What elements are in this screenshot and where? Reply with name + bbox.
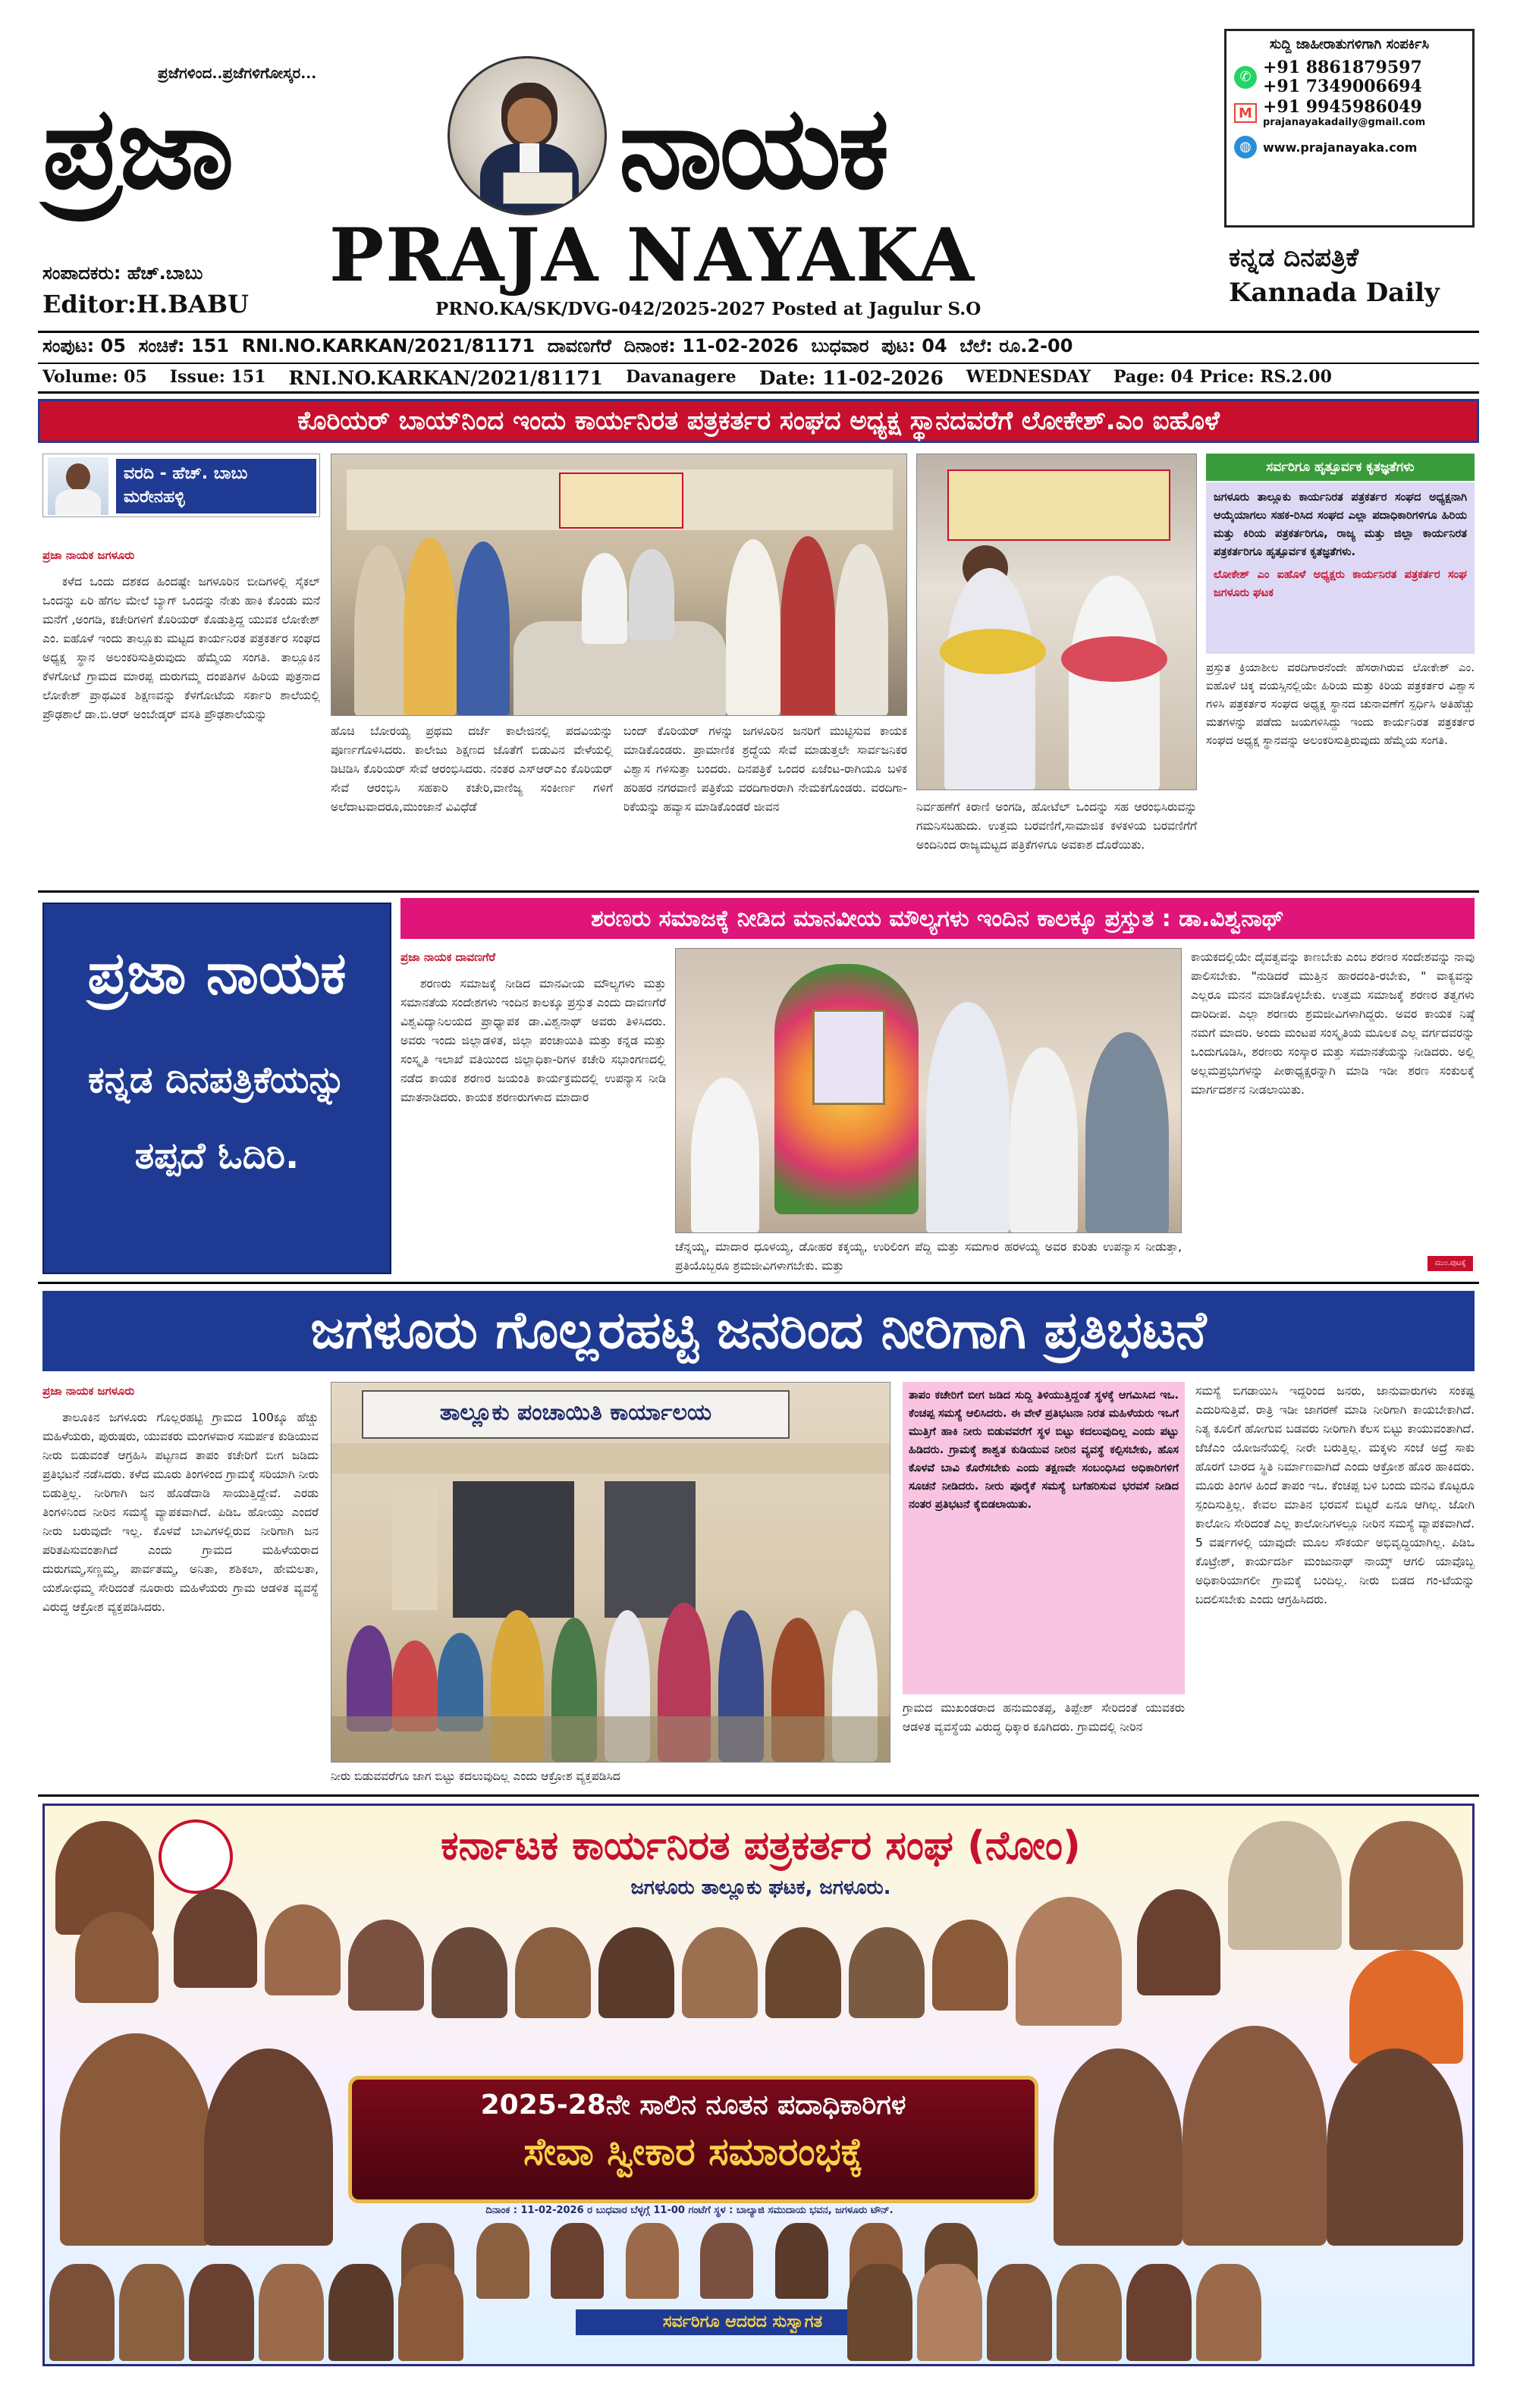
advert-subtitle: ಜಗಳೂರು ತಾಲ್ಲೂಕು ಘಟಕ, ಜಗಳೂರು. (630, 1876, 891, 1899)
story3-col1-text: ತಾಲೂಕಿನ ಜಗಳೂರು ಗೊಲ್ಲರಹಟ್ಟಿ ಗ್ರಾಮದ 100ಕ್ಕೂ ಹೆಚ್ಚು ಮಹಿಳೆಯರು, ಪುರುಷರು, ಯುವಕರು ಮಂಗಳವಾರ ಸಮರ್ಪಕ ಕುಡಿಯುವ ನೀರು ಬಿಡುವಂತೆ ಆಗ್ರಹಿಸಿ ಪಟ್ಟಣದ ತಾಪಂ ಕಚೇರಿಗೆ ಬೀಗ ಜಡಿದು ಪ್ರತಿಭಟನೆ ನಡೆಸಿದರು. ಕಳೆದ ಮೂರು ತಿಂಗಳಿಂದ ಗ್ರಾಮಕ್ಕೆ ಸರಿಯಾಗಿ ನೀರು ಬಿಡುತ್ತಿಲ್ಲ. ನೀರಿಗಾಗಿ ಜನ ಹೊಡೆದಾಡಿ ಸಾಯುತ್ತಿದ್ದೇವೆ. ಎರಡು ತಿಂಗಳಿನಿಂದ ನೀರಿನ ಸಮಸ್ಯೆ ವ್ಯಾಪಕವಾಗಿದೆ. ಪಿಡಿಒ ಹೋಯ್ತು ಎಂದರೆ ನೀರು ಬರುವುದೇ ಇಲ್ಲ. ಕೊಳವೆ ಬಾವಿಗಳಲ್ಲಿರುವ ನೀರಿಗಾಗಿ ಜನ ಪರಿತಪಿಸುವಂತಾಗಿದೆ ಎಂದು ಗ್ರಾಮದ ಮಹಿಳೆಯರಾದ ದುರುಗಮ್ಮ,ಸಣ್ಣಮ್ಮ, ಪಾರ್ವತಮ್ಮ, ಅನಿತಾ, ಶಶಿಕಲಾ, ಹೇಮಲತಾ, ಯಶೋಧಮ್ಮ ಸೇರಿದಂತೆ ನೂರಾರು ಮಹಿಳೆಯರು ಗ್ರಾಮ ಆಡಳಿತ ವ್ಯವಸ್ಥೆ ವಿರುದ್ಧ ಆಕ್ರೋಶ ವ್ಯಕ್ತಪಡಿಸಿದರು. (42, 1411, 319, 1614)
byline-box (42, 454, 320, 517)
website-address[interactable]: www.prajanayaka.com (1263, 140, 1418, 155)
story2-col1-text: ಶರಣರು ಸಮಾಜಕ್ಕೆ ನೀಡಿದ ಮಾನವೀಯ ಮೌಲ್ಯಗಳು ಮತ್ತು ಸಮಾನತೆಯ ಸಂದೇಶಗಳು ಇಂದಿನ ಕಾಲಕ್ಕೂ ಪ್ರಸ್ತುತ ಎಂದು ದಾವಣಗೆರೆ ವಿಶ್ವವಿದ್ಯಾನಿಲಯದ ಪ್ರಾಧ್ಯಾಪಕ ಡಾ.ವಿಶ್ವನಾಥ್ ಅವರು ತಿಳಿಸಿದರು. ಅವರು ಇಂದು ಜಿಲ್ಲಾಡಳಿತ, ಜಿಲ್ಲಾ ಪಂಚಾಯಿತಿ ಮತ್ತು ಕನ್ನಡ ಮತ್ತು ಸಂಸ್ಕೃತಿ ಇಲಾಖೆ ವತಿಯಿಂದ ಜಿಲ್ಲಾಧಿಕಾ-ರಿಗಳ ಕಚೇರಿ ಸಭಾಂಗಣದಲ್ಲಿ ನಡೆದ ಕಾಯಕ ಶರಣರ ಜಯಂತಿ ಕಾರ್ಯಕ್ರಮದಲ್ಲಿ ಉಪನ್ಯಾಸ ನೀಡಿ ಮಾತನಾಡಿದರು. ಕಾಯಕ ಶರಣರುಗಳಾದ ಮಾದಾರ (400, 977, 666, 1104)
member-thumbnail (119, 2264, 184, 2361)
story1-col4-text: ನಿರ್ವಹಣೆಗೆ ಕಿರಾಣಿ ಅಂಗಡಿ, ಹೋಟೆಲ್ ಒಂದನ್ನು ಸಹ ಆರಂಭಿಸಿರುವನ್ನು ಗಮನಿಸಬಹುದು. ಉತ್ತಮ ಬರವಣಿಗೆ,ಸಾಮಾಜಿಕ ಕಳಕಳಿಯ ಬರವಣಿಗೆಗೆ ಅಂದಿನಿಂದ ರಾಜ್ಯಮಟ್ಟದ ಪತ್ರಿಕೆಗಳಿಗೂ ಅವಕಾಶ ದೊರೆಯಿತು. (916, 800, 1197, 852)
masthead-title-right: ನಾಯಕ (619, 83, 887, 215)
byline-name: ವರದಿ - ಹೆಚ್. ಬಾಬು (124, 464, 248, 483)
issue: Issue: 151 (169, 367, 266, 387)
whatsapp-icon: ✆ (1234, 66, 1257, 89)
story3-caption-text: ನೀರು ಬಿಡುವವರೆಗೂ ಜಾಗ ಬಿಟ್ಟು ಕದಲುವುದಿಲ್ಲ ಎಂದು ಆಕ್ರೋಶ ವ್ಯಕ್ತಪಡಿಸಿದ (331, 1769, 620, 1783)
story3-highlight-box (903, 1382, 1185, 1694)
editor-kannada: ಸಂಪಾದಕರು: ಹೆಚ್.ಬಾಬು (42, 262, 203, 284)
story3-headline: ಜಗಳೂರು ಗೊಲ್ಲರಹಟ್ಟಿ ಜನರಿಂದ ನೀರಿಗಾಗಿ ಪ್ರತಿಭಟನೆ (310, 1301, 1207, 1361)
rule (38, 890, 1479, 893)
phone-1[interactable]: +91 8861879597 (1263, 58, 1422, 77)
story3-protest-photo (331, 1382, 890, 1763)
story3-headline-bar (42, 1291, 1475, 1371)
story1-group-photo (331, 454, 907, 716)
promo-box (42, 903, 391, 1274)
rule (38, 1794, 1479, 1797)
story2-caption (675, 1238, 1182, 1276)
daily-kannada: ಕನ್ನಡ ದಿನಪತ್ರಿಕೆ (1229, 243, 1359, 273)
gmail-icon: M (1234, 103, 1257, 123)
founder-portrait (448, 56, 607, 215)
member-thumbnail (1196, 2264, 1261, 2361)
story2-headline: ಶರಣರು ಸಮಾಜಕ್ಕೆ ನೀಡಿದ ಮಾನವೀಯ ಮೌಲ್ಯಗಳು ಇಂದಿನ ಕಾಲಕ್ಕೂ ಪ್ರಸ್ತುತ : ಡಾ.ವಿಶ್ವನಾಥ್ (591, 905, 1284, 932)
thanks-header-text: ಸರ್ವರಿಗೂ ಹೃತ್ಪೂರ್ವಕ ಕೃತಜ್ಞತೆಗಳು (1266, 460, 1415, 475)
event-banner (348, 2076, 1038, 2203)
infobar-english (42, 367, 1476, 389)
phone-2[interactable]: +91 7349006694 (1263, 77, 1422, 96)
story3-column-4 (1195, 1382, 1475, 1788)
promo-line-3: ತಪ್ಪದೆ ಓದಿರಿ. (134, 1135, 300, 1177)
story1-side-text: ಪ್ರಸ್ತುತ ಕ್ರಿಯಾಶೀಲ ವರದಿಗಾರನೆಂದೇ ಹೆಸರಾಗಿರುವ ಲೋಕೇಶ್ ಎಂ. ಐಹೊಳೆ ಚಿಕ್ಕ ವಯಸ್ಸಿನಲ್ಲಿಯೇ ಹಿರಿಯ ಮತ್ತು ಕಿರಿಯ ಪತ್ರಕರ್ತರ ವಿಶ್ವಾಸ ಗಳಿಸಿ ಪತ್ರಕರ್ತರ ಸಂಘದ ಅಧ್ಯಕ್ಷ ಸ್ಥಾನದ ಚುನಾವಣೆಗೆ ಸ್ಪರ್ಧಿಸಿ ಅತಿಹೆಚ್ಚು ಮತಗಳನ್ನು ಪಡೆದು ಜಯಗಳಿಸಿದ್ದು ಇಂದು ಕಾರ್ಯನಿರತ ಪತ್ರಕರ್ತರ ಸಂಘದ ಅಧ್ಯಕ್ಷ ಸ್ಥಾನವನ್ನು ಅಲಂಕರಿಸುತ್ತಿರುವುದು ಹೆಮ್ಮೆಯ ಸಂಗತಿ. (1206, 661, 1475, 747)
thanks-header (1206, 454, 1475, 481)
promo-line-2: ಕನ್ನಡ ದಿನಪತ್ರಿಕೆಯನ್ನು (88, 1059, 346, 1101)
place: Davanagere (626, 367, 737, 387)
story1-headline-bar (38, 399, 1479, 443)
member-thumbnail (1057, 2264, 1122, 2361)
registration-line: PRNO.KA/SK/DVG-042/2025-2027 Posted at Jagulur S.O (435, 299, 981, 319)
story3-col4-text: ಸಮಸ್ಯೆ ಬಿಗಡಾಯಿಸಿ ಇದ್ದರಿಂದ ಜನರು, ಜಾನುವಾರುಗಳು ಸಂಕಷ್ಟ ಎದುರಿಸುತ್ತಿವೆ. ರಾತ್ರಿ ಇಡೀ ಜಾಗರಣೆ ಮಾಡಿ ನೀರಿಗಾಗಿ ಕಾಯಬೇಕಾಗಿದೆ. ನಿತ್ಯ ಕೂಲಿಗೆ ಹೋಗುವ ಬಡವರು ನೀರಿಗಾಗಿ ಕೆಲಸ ಬಿಟ್ಟು ಕಾಯುವಂತಾಗಿದೆ. ಜೆಜೆಎಂ ಯೋಜನೆಯಲ್ಲಿ ನೀರೇ ಬರುತ್ತಿಲ್ಲ. ಮಕ್ಕಳು ಸಂಜೆ ಅದ್ರೆ ಸಾಕು ಹೊರಗೆ ಬಾರದ ಸ್ಥಿತಿ ನಿರ್ಮಾಣವಾಗಿದೆ ಎಂದು ಆಕ್ರೋಶ ಹೊರ ಹಾಕಿದರು. ಮೂರು ತಿಂಗಳ ಹಿಂದೆ ತಾಪಂ ಇಒ. ಕೆಂಚಪ್ಪ ಬಳಿ ಬಂದು ಮನವಿ ಕೊಟ್ಟರೂ ಸ್ಪಂದಿಸುತ್ತಿಲ್ಲ. ಕೇವಲ ಮಾತಿನ ಭರವಸೆ ಬಿಟ್ಟರೆ ಏನೂ ಆಗಿಲ್ಲ. ಜೋಗಿ ಕಾಲೋನಿ ಸೇರಿದಂತೆ ಎಲ್ಲ ಕಾಲೋನಿಗಳಲ್ಲೂ ನೀರಿನ ಸಮಸ್ಯೆ ವ್ಯಾಪಕವಾಗಿದೆ. 5 ವರ್ಷಗಳಲ್ಲಿ ಯಾವುದೇ ಮೂಲ ಸೌಕರ್ಯ ಅಭಿವೃದ್ಧಿಯಾಗಿಲ್ಲ. ಪಿಡಿಒ ಕೊಟ್ರೇಶ್, ಕಾರ್ಯದರ್ಶಿ ಮಂಜುನಾಥ್ ನಾಯ್ಕ್ ಆಗಲಿ ಯಾವೊಬ್ಬ ಅಧಿಕಾರಿಯಾಗಲೀ ಗ್ರಾಮಕ್ಕೆ ಬಂದಿಲ್ಲ. ನೀರು ಬಿಡದ ಗಂ-ಟೆಯನ್ನು ಬದಲಿಸಬೇಕು ಎಂದು ಆಗ್ರಹಿಸಿದರು. (1195, 1384, 1475, 1606)
continued-badge[interactable] (1427, 1256, 1473, 1271)
masthead-title-english: PRAJA NAYAKA (329, 212, 976, 298)
member-thumbnail-strip (49, 2264, 1469, 2364)
story1-column-2 (331, 722, 613, 886)
association-advert (42, 1804, 1475, 2366)
contact-heading: ಸುದ್ದಿ ಜಾಹೀರಾತುಗಳಿಗಾಗಿ ಸಂಪರ್ಕಿಸಿ (1269, 36, 1430, 52)
editor-english: Editor:H.BABU (42, 290, 249, 319)
contact-box (1224, 29, 1475, 228)
story3-box-text: ತಾಪಂ ಕಚೇರಿಗೆ ಬೀಗ ಜಡಿದ ಸುದ್ದಿ ತಿಳಿಯುತ್ತಿದ್ದಂತೆ ಸ್ಥಳಕ್ಕೆ ಆಗಮಿಸಿದ ಇಒ. ಕೆಂಚಪ್ಪ ಸಮಸ್ಯೆ ಆಲಿಸಿದರು. ಈ ವೇಳೆ ಪ್ರತಿಭಟನಾ ನಿರತ ಮಹಿಳೆಯರು ಇಒಗೆ ಮುತ್ತಿಗೆ ಹಾಕಿ ನೀರು ಬಿಡುವವರೆಗೆ ಸ್ಥಳ ಬಿಟ್ಟು ಕದಲುವುದಿಲ್ಲ ಎಂದು ಪಟ್ಟು ಹಿಡಿದರು. ಗ್ರಾಮಕ್ಕೆ ಶಾಶ್ವತ ಕುಡಿಯುವ ನೀರಿನ ವ್ಯವಸ್ಥೆ ಕಲ್ಪಿಸಬೇಕು, ಹೊಸ ಕೊಳವೆ ಬಾವಿ ಕೊರೆಸಬೇಕು ಎಂದು ತಕ್ಷಣವೇ ಸಂಬಂಧಿಸಿದ ಅಧಿಕಾರಿಗಳಿಗೆ ಸೂಚನೆ ನೀಡಿದರು. ನೀರು ಪೂರೈಕೆ ಸಮಸ್ಯೆ ಬಗೆಹರಿಸುವ ಭರವಸೆ ನೀಡಿದ ನಂತರ ಪ್ರತಿಭಟನೆ ಕೈಬಿಡಲಾಯಿತು. (909, 1389, 1179, 1511)
story2-caption-text: ಚೆನ್ನಯ್ಯ, ಮಾದಾರ ಧೂಳಯ್ಯ, ಡೋಹರ ಕಕ್ಕಯ್ಯ, ಉರಿಲಿಂಗ ಪೆದ್ದಿ ಮತ್ತು ಸಮಗಾರ ಹರಳಯ್ಯ ಅವರ ಕುರಿತು ಉಪನ್ಯಾಸ ನೀಡುತ್ತಾ, ಪ್ರತಿಯೊಬ್ಬರೂ ಶ್ರಮಜೀವಿಗಳಾಗಬೇಕು. ಮತ್ತು (675, 1240, 1182, 1273)
story3-column-1 (42, 1382, 319, 1788)
email-address[interactable]: prajanayakadaily@gmail.com (1263, 117, 1426, 128)
rule (38, 363, 1479, 364)
story1-col3-text: ಬಂದ್ ಕೊರಿಯರ್ ಗಳನ್ನು ಜಗಳೂರಿನ ಜನರಿಗೆ ಮುಟ್ಟಿಸುವ ಕಾಯಕ ಮಾಡಿಕೊಂಡರು. ಪ್ರಾಮಾಣಿಕ ಶ್ರದ್ಧೆಯ ಸೇವೆ ಮಾಡುತ್ತಲೇ ಸಾರ್ವಜನಿಕರ ವಿಶ್ವಾಸ ಗಳಿಸುತ್ತಾ ಬಂದರು. ದಿನಪತ್ರಿಕೆ ಒಂದರ ಏಜೆಂಟ-ರಾಗಿಯೂ ಬಳಿಕ ಹರಿಹರ ನಗರವಾಣಿ ಪತ್ರಿಕೆಯ ವರದಿಗಾರರಾಗಿ ನೇಮಕಗೊಂಡರು. ವರದಿಗಾ-ರಿಕೆಯನ್ನು ಹವ್ಯಾಸ ಮಾಡಿಕೊಂಡರೆ ಜೀವನ (623, 724, 907, 814)
tagline: ಪ್ರಜೆಗಳಿಂದ..ಪ್ರಜೆಗಳಿಗೋಸ್ಕರ... (158, 64, 317, 82)
rule (38, 391, 1479, 394)
member-thumbnail (49, 2264, 115, 2361)
story1-column-1 (42, 546, 320, 886)
promo-line-1: ಪ್ರಜಾ ನಾಯಕ (87, 939, 347, 1006)
member-thumbnail (328, 2264, 394, 2361)
date: Date: 11-02-2026 (758, 367, 944, 389)
story1-column-4 (916, 798, 1197, 886)
globe-icon: ◍ (1234, 136, 1257, 159)
office-sign: ತಾಲ್ಲೂಕು ಪಂಚಾಯಿತಿ ಕಾರ್ಯಾಲಯ (439, 1399, 712, 1426)
rule (38, 1282, 1479, 1284)
rule (38, 331, 1479, 333)
phone-3[interactable]: +91 9945986049 (1263, 97, 1422, 117)
weekday: WEDNESDAY (966, 367, 1091, 387)
banner-line-2: ಸೇವಾ ಸ್ವೀಕಾರ ಸಮಾರಂಭಕ್ಕೆ (523, 2130, 863, 2174)
continued-label: ಮುಂ.ಪುಟಕ್ಕೆ (1434, 1259, 1466, 1267)
thanks-box (1206, 482, 1475, 654)
story1-col2-text: ಹೊಚಿ ಬೋರಯ್ಯ ಪ್ರಥಮ ದರ್ಜೆ ಕಾಲೇಜಿನಲ್ಲಿ ಪದವಿಯನ್ನು ಪೂರ್ಣಗೊಳಿಸಿದರು. ಕಾಲೇಜು ಶಿಕ್ಷಣದ ಜೊತೆಗೆ ಬಿಡುವಿನ ವೇಳೆಯಲ್ಲಿ ಡಿಟಿಡಿಸಿ ಕೊರಿಯರ್ ಸೇವೆ ಆರಂಭಿಸಿದರು. ನಂತರ ಎಸ್‌ಆರ್‌ಎಂ ಕೊರಿಯರ್ ಸೇವೆ ಆರಂಭಿಸಿ ಸಹಕಾರಿ ಕಚೇರಿ,ವಾಣಿಜ್ಯ ಸಂಕೀರ್ಣ ಗಳಿಗೆ ಅಲೆದಾಟವಾದರೂ,ಮುಂಜಾನೆ ವಿವಿಧೆಡೆ (331, 724, 613, 814)
event-details: ದಿನಾಂಕ : 11-02-2026 ರ ಬುಧವಾರ ಬೆಳ್ಳಗ್ಗೆ 11-00 ಗಂಟೆಗೆ ಸ್ಥಳ : ಬಾಲ್ಯಾಜಿ ಸಮುದಾಯ ಭವನ, ಜಗಳೂರು ಟೌನ್. (485, 2205, 894, 2216)
member-thumbnail (987, 2264, 1052, 2361)
advert-title: ಕರ್ನಾಟಕ ಕಾರ್ಯನಿರತ ಪತ್ರಕರ್ತರ ಸಂಘ (ನೋಂ) (441, 1823, 1081, 1869)
story1-column-3 (623, 722, 907, 886)
story1-dateline: ಪ್ರಜಾ ನಾಯಕ ಜಗಳೂರು (42, 548, 135, 562)
story2-column-3 (1191, 948, 1475, 1254)
member-thumbnail (847, 2264, 912, 2361)
thanks-box-signature: ಲೋಕೇಶ್ ಎಂ ಐಹೊಳೆ ಅಧ್ಯಕ್ಷರು ಕಾರ್ಯನಿರತ ಪತ್ರಕರ್ತರ ಸಂಘ ಜಗಳೂರು ಘಟಕ (1214, 569, 1467, 599)
story3-dateline: ಪ್ರಜಾ ನಾಯಕ ಜಗಳೂರು (42, 1384, 135, 1398)
story3-caption (331, 1767, 890, 1790)
story1-headline: ಕೊರಿಯರ್ ಬಾಯ್‌ನಿಂದ ಇಂದು ಕಾರ್ಯನಿರತ ಪತ್ರಕರ್ತರ ಸಂಘದ ಅಧ್ಯಕ್ಷ ಸ್ಥಾನದವರೆಗೆ ಲೋಕೇಶ್.ಎಂ ಐಹೊಳೆ (297, 406, 1220, 436)
banner-line-1: 2025-28ನೇ ಸಾಲಿನ ನೂತನ ಪದಾಧಿಕಾರಿಗಳ (480, 2089, 906, 2121)
byline-place: ಮರೇನಹಳ್ಳಿ (124, 488, 185, 507)
daily-english: Kannada Daily (1229, 278, 1440, 308)
story1-felicitation-photo (916, 454, 1197, 790)
story3-column-3 (903, 1699, 1185, 1788)
infobar-kannada: ಸಂಪುಟ: 05 ಸಂಚಿಕೆ: 151 RNI.NO.KARKAN/2021/81171 ದಾವಣಗೆರೆ ದಿನಾಂಕ: 11-02-2026 ಬುಧವಾರ ಪುಟ: 04 ಬೆಲೆ: ರೂ.2-00 (42, 335, 1073, 356)
member-thumbnail (1126, 2264, 1192, 2361)
member-thumbnail (259, 2264, 324, 2361)
page-price: Page: 04 Price: RS.2.00 (1113, 367, 1332, 387)
member-thumbnail (398, 2264, 463, 2361)
story1-col1-text: ಕಳೆದ ಒಂದು ದಶಕದ ಹಿಂದಷ್ಟೇ ಜಗಳೂರಿನ ಬೀದಿಗಳಲ್ಲಿ ಸೈಕಲ್ ಒಂದನ್ನು ಏರಿ ಹೆಗಲ ಮೇಲೆ ಬ್ಯಾಗ್ ಒಂದನ್ನು ನೇತು ಹಾಕಿ ಕೊಂಡು ಮನೆ ಮನೆಗೆ ,ಅಂಗಡಿ, ಕಚೇರಿಗಳಿಗೆ ಕೊರಿಯರ್ ಕೊಡುತ್ತಿದ್ದ ಯುವಕ ಲೋಕೇಶ್ ಎಂ. ಐಹೊಳೆ ಇಂದು ತಾಲ್ಲೂಕು ಮಟ್ಟದ ಕಾರ್ಯನಿರತ ಪತ್ರಕರ್ತರ ಸಂಘದ ಅಧ್ಯಕ್ಷ ಸ್ಥಾನ ಅಲಂಕರಿಸುತ್ತಿರುವುದು ಹೆಮ್ಮೆಯ ಸಂಗತಿ. ತಾಲ್ಲೂಕಿನ ಕೆಳಗೋಟೆ ಗ್ರಾಮದ ಮಾರಪ್ಪ ದುರುಗಮ್ಮ ದಂಪತಿಗಳ ಹಿರಿಯ ಪುತ್ರನಾದ ಲೋಕೇಶ್ ಪ್ರಾಥಮಿಕ ಶಿಕ್ಷಣವನ್ನು ಕೆಳಗೋಟೆಯ ಸರ್ಕಾರಿ ಶಾಲೆಯಲ್ಲಿ ಪ್ರೌಢಶಾಲೆ ಡಾ.ಬಿ.ಆರ್ ಅಂಬೇಡ್ಕರ್ ವಸತಿ ಪ್ರೌಢಶಾಲೆಯನ್ನು (42, 575, 320, 721)
member-thumbnail (917, 2264, 982, 2361)
story1-side-column (1206, 658, 1475, 886)
story2-col3-text: ಕಾಯಕದಲ್ಲಿಯೇ ದೈವತ್ವವನ್ನು ಕಾಣಬೇಕು ಎಂಬ ಶರಣರ ಸಂದೇಶವನ್ನು ನಾವು ಪಾಲಿಸಬೇಕು. "ನುಡಿದರೆ ಮುತ್ತಿನ ಹಾರದಂತಿ-ರಬೇಕು, " ವಾಕ್ಯವನ್ನು ಎಲ್ಲರೂ ಮನನ ಮಾಡಿಕೊಳ್ಳಬೇಕು. ಉತ್ತಮ ಸಮಾಜಕ್ಕೆ ಶರಣರ ತತ್ವಗಳು ದಾರಿದೀಪ. ಎಲ್ಲಾ ಶರಣರು ಶ್ರಮಜೀವಿಗಳಾಗಿದ್ದರು. ಅವರ ಕಾಯಕ ನಿಷ್ಠೆ ನಮಗೆ ಮಾದರಿ. ಅಂದು ಮಂಟಪ ಸಂಸ್ಕೃತಿಯ ಮೂಲಕ ಎಲ್ಲ ವರ್ಗದವರನ್ನು ಒಂದುಗೂಡಿಸಿ, ಶರಣರು ಸಂಸ್ಕಾರ ಮತ್ತು ಸಮಾನತೆಯನ್ನು ನೀಡಿದರು. ಅಲ್ಲಿ ಅಲ್ಲಮಪ್ರಭುಗಳನ್ನು ಪೀಠಾಧ್ಯಕ್ಷರನ್ನಾಗಿ ಮಾಡಿ ಇಡೀ ಶರಣ ಸಂಕುಲಕ್ಕೆ ಮಾರ್ಗದರ್ಶನ ನೀಡಲಾಯಿತು. (1191, 950, 1475, 1097)
masthead-title-left: ಪ್ರಜಾ (42, 83, 231, 215)
story2-column-1 (400, 948, 666, 1274)
welcome-text: ಸರ್ವರಿಗೂ ಆದರದ ಸುಸ್ವಾಗತ (662, 2312, 823, 2331)
rni: RNI.NO.KARKAN/2021/81171 (288, 367, 604, 389)
reporter-photo (48, 457, 108, 515)
story2-headline-bar (400, 898, 1475, 939)
thanks-box-text: ಜಗಳೂರು ತಾಲ್ಲೂಕು ಕಾರ್ಯನಿರತ ಪತ್ರಕರ್ತರ ಸಂಘದ ಅಧ್ಯಕ್ಷನಾಗಿ ಆಯ್ಕೆಯಾಗಲು ಸಹಕ-ರಿಸಿದ ಸಂಘದ ಎಲ್ಲಾ ಪದಾಧಿಕಾರಿಗಳಿಗೂ ಹಿರಿಯ ಮತ್ತು ಕಿರಿಯ ಪತ್ರಕರ್ತರಿಗೂ, ರಾಜ್ಯ ಮತ್ತು ಜಿಲ್ಲಾ ಕಾರ್ಯನಿರತ ಪತ್ರಕರ್ತರಿಗೂ ಹೃತ್ಪೂರ್ವಕ ಕೃತಜ್ಞತೆಗಳು. (1214, 491, 1467, 558)
story2-event-photo (675, 948, 1182, 1233)
story2-dateline: ಪ್ರಜಾ ನಾಯಕ ದಾವಣಗೆರೆ (400, 950, 496, 964)
volume: Volume: 05 (42, 367, 147, 387)
member-thumbnail (189, 2264, 254, 2361)
story3-col3-text: ಗ್ರಾಮದ ಮುಖಂಡರಾದ ಹನುಮಂತಪ್ಪ, ತಿಪ್ಪೇಶ್ ಸೇರಿದಂತೆ ಯುವಕರು ಆಡಳಿತ ವ್ಯವಸ್ಥೆಯ ವಿರುದ್ಧ ಧಿಕ್ಕಾರ ಕೂಗಿದರು. ಗ್ರಾಮದಲ್ಲಿ ನೀರಿನ (903, 1701, 1185, 1734)
